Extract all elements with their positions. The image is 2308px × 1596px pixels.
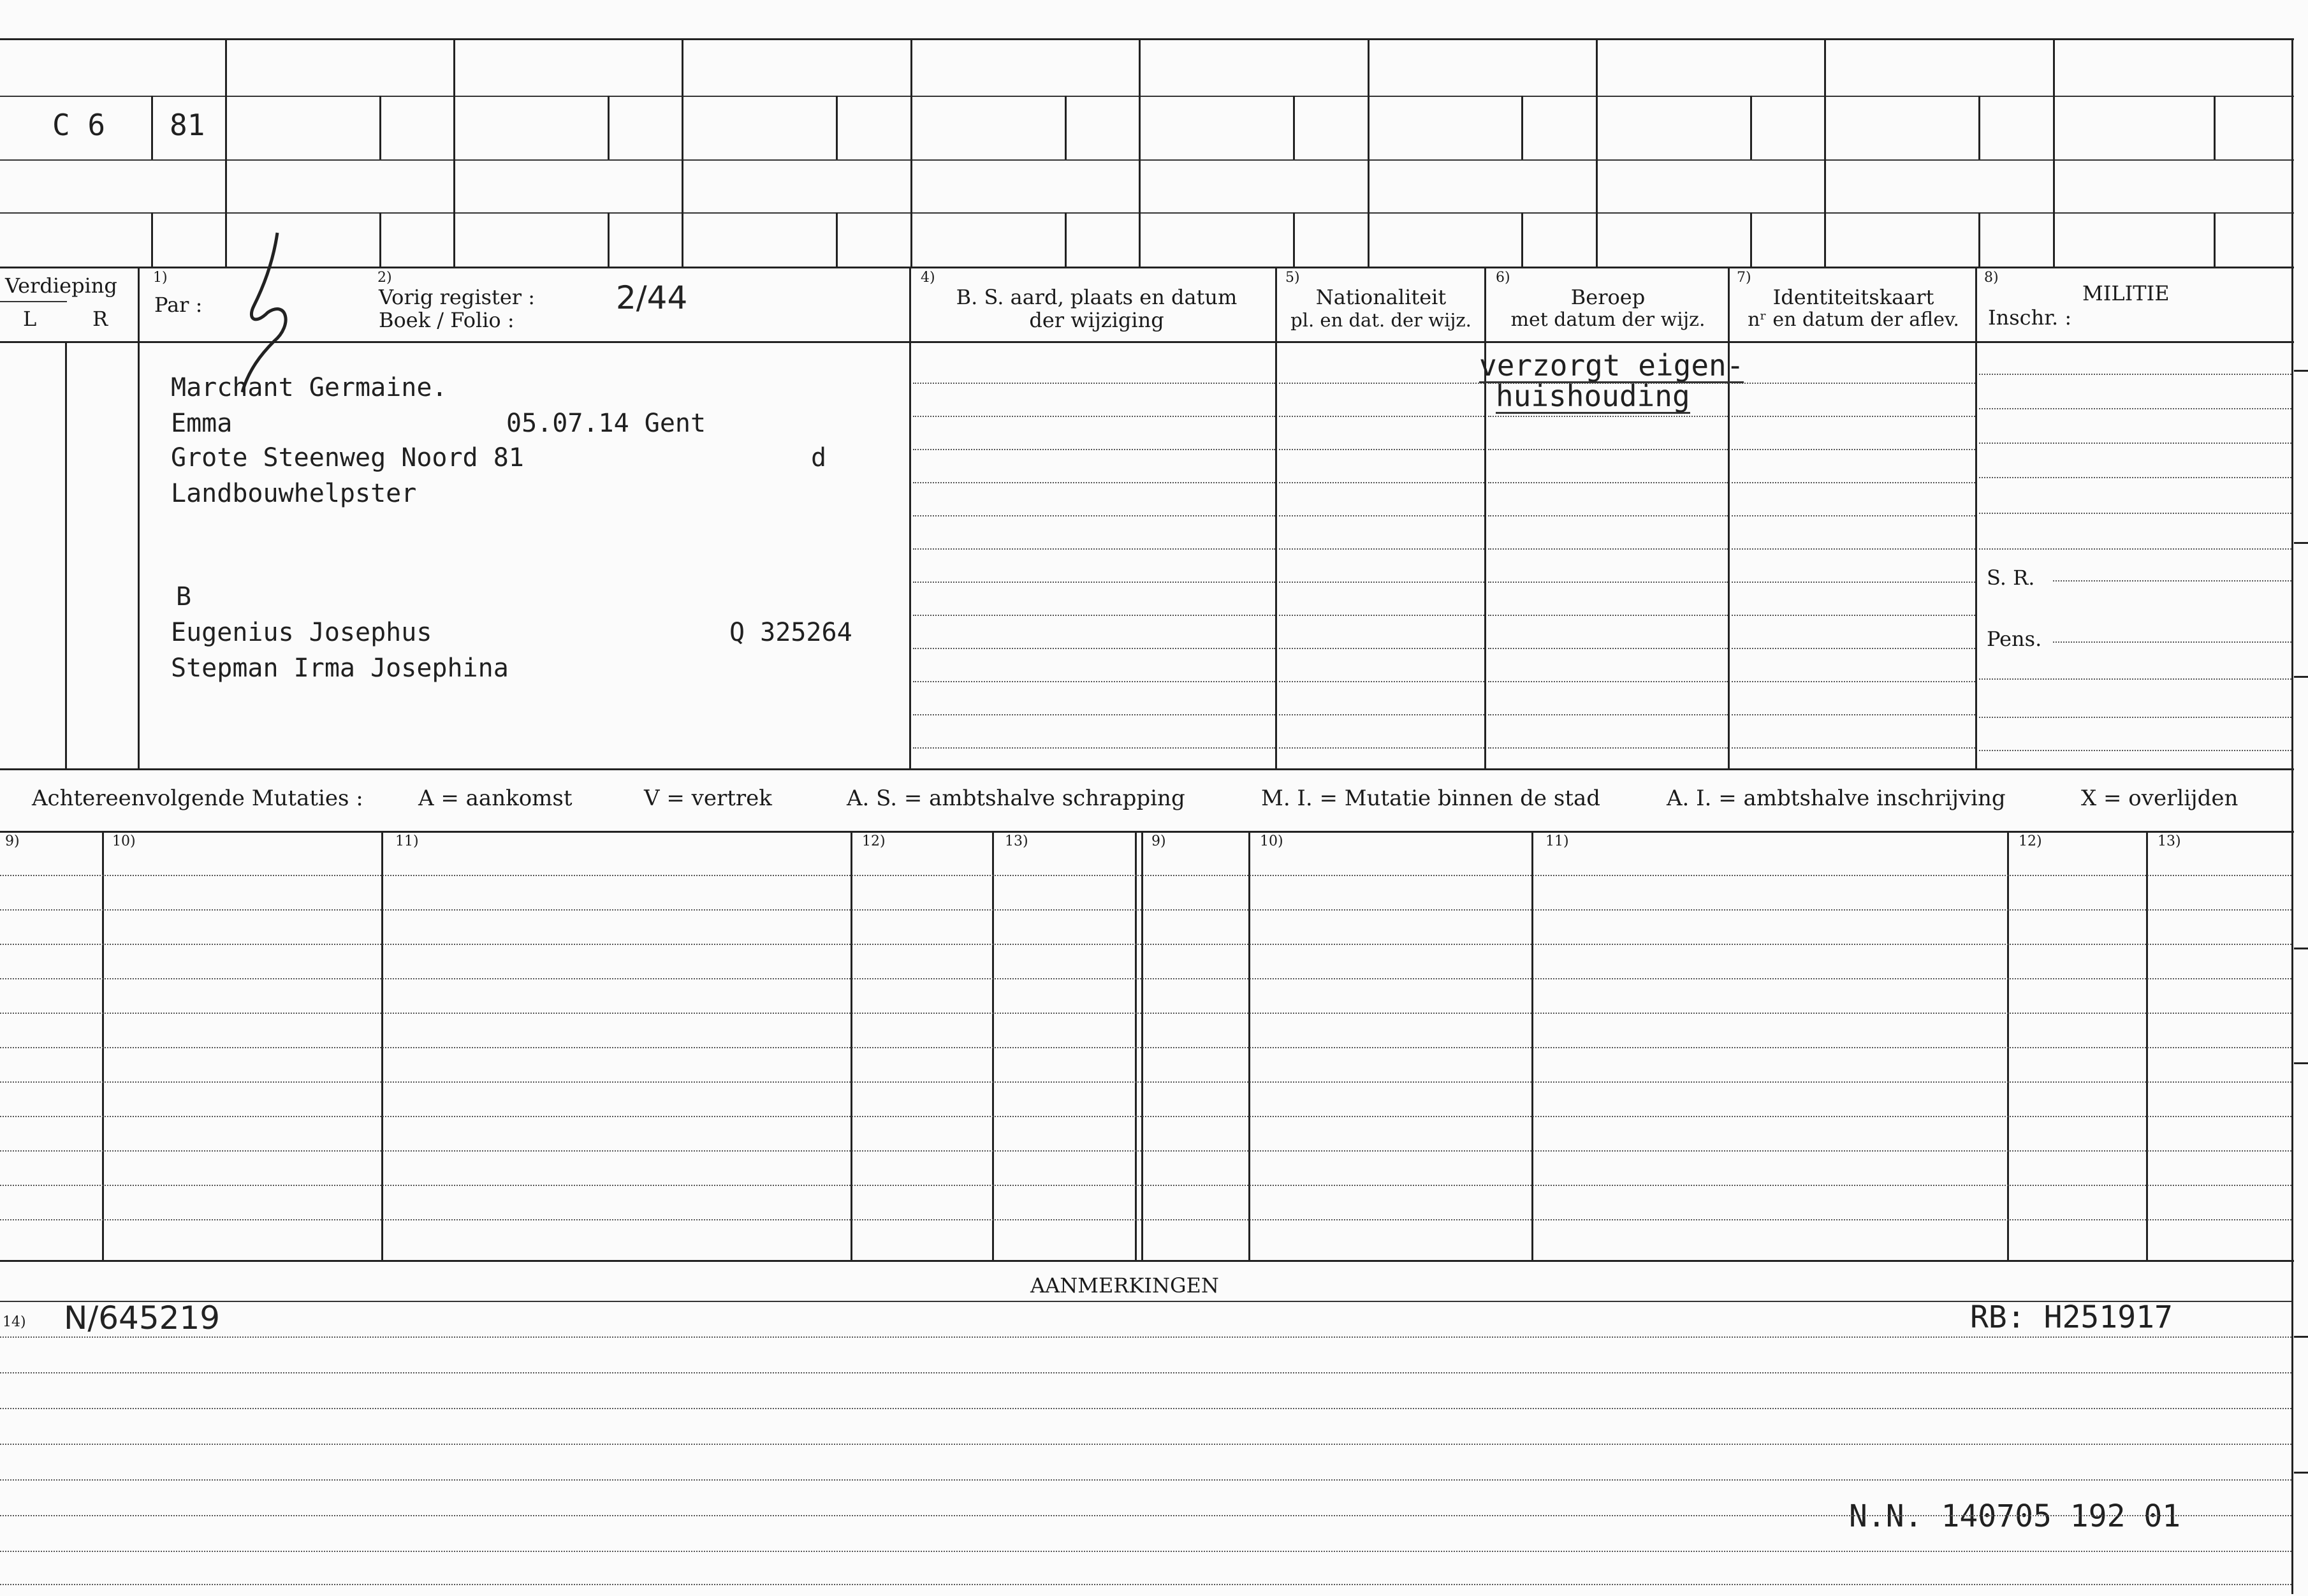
identiteitskaart-header bbox=[1732, 286, 1975, 332]
person-mark: d bbox=[811, 443, 827, 472]
beroep-line1: Beroep bbox=[1570, 285, 1646, 309]
mut-col-10b: 10) bbox=[1260, 833, 1283, 849]
identiteitskaart-line2: nʳ en datum der aflev. bbox=[1748, 309, 1959, 331]
remarks-rb-number: RB: H251917 bbox=[1970, 1299, 2173, 1335]
remarks-nn-number: N/645219 bbox=[64, 1299, 221, 1336]
beroep-entry-line1: verzorgt eigen- bbox=[1479, 348, 1744, 383]
legend-aankomst: A = aankomst bbox=[418, 786, 573, 811]
field-number-1: 1) bbox=[153, 270, 168, 286]
person-reference: Q 325264 bbox=[729, 618, 852, 647]
legend-title: Achtereenvolgende Mutaties : bbox=[32, 786, 363, 811]
legend-inschrijving: A. I. = ambtshalve inschrijving bbox=[1667, 786, 2006, 811]
mut-col-13b: 13) bbox=[2158, 833, 2181, 849]
left-label: L bbox=[23, 307, 37, 331]
person-name: Marchant Germaine. bbox=[171, 373, 448, 402]
mut-col-12b: 12) bbox=[2019, 833, 2042, 849]
person-birth: 05.07.14 Gent bbox=[506, 409, 706, 438]
field-number-8: 8) bbox=[1984, 270, 1999, 286]
mut-col-10: 10) bbox=[112, 833, 136, 849]
mut-col-11b: 11) bbox=[1545, 833, 1569, 849]
remarks-nnr-number: N.N. 140705 192 01 bbox=[1849, 1498, 2181, 1534]
inschr-label: Inschr. : bbox=[1988, 305, 2072, 330]
mut-col-12: 12) bbox=[862, 833, 886, 849]
person-b: B bbox=[176, 582, 192, 611]
bs-header-line2: der wijziging bbox=[1029, 308, 1164, 332]
legend-vertrek: V = vertrek bbox=[644, 786, 772, 811]
person-occupation: Landbouwhelpster bbox=[171, 479, 417, 508]
identiteitskaart-line1: Identiteitskaart bbox=[1772, 285, 1934, 309]
legend-schrapping: A. S. = ambtshalve schrapping bbox=[847, 786, 1185, 811]
legend-mutatie: M. I. = Mutatie binnen de stad bbox=[1261, 786, 1600, 811]
beroep-header bbox=[1488, 286, 1728, 332]
beroep-entry-line2: huishouding bbox=[1496, 379, 1690, 413]
remarks-title: AANMERKINGEN bbox=[1030, 1273, 1219, 1298]
vorig-register-value: 2/44 bbox=[616, 279, 688, 316]
mut-col-9b: 9) bbox=[1151, 833, 1166, 849]
nationaliteit-line2: pl. en dat. der wijz. bbox=[1290, 309, 1472, 331]
nationaliteit-line1: Nationaliteit bbox=[1315, 285, 1447, 309]
person-mother: Stepman Irma Josephina bbox=[171, 654, 509, 683]
person-father: Eugenius Josephus bbox=[171, 618, 432, 647]
right-label: R bbox=[92, 307, 108, 331]
beroep-line2: met datum der wijz. bbox=[1510, 309, 1705, 331]
mut-col-11: 11) bbox=[395, 833, 419, 849]
bs-header bbox=[918, 286, 1275, 332]
field-number-2: 2) bbox=[377, 270, 392, 286]
field-number-4: 4) bbox=[921, 270, 935, 286]
field-number-5: 5) bbox=[1285, 270, 1300, 286]
militie-label: MILITIE bbox=[2082, 281, 2170, 305]
vorig-register-label: Vorig register : bbox=[379, 285, 536, 309]
nationaliteit-header bbox=[1278, 286, 1484, 332]
top-number: 81 bbox=[170, 108, 205, 142]
top-code: C 6 bbox=[52, 108, 106, 142]
field-number-7: 7) bbox=[1737, 270, 1751, 286]
person-address: Grote Steenweg Noord 81 bbox=[171, 443, 524, 472]
signature-scribble bbox=[230, 230, 306, 395]
legend-overlijden: X = overlijden bbox=[2081, 786, 2239, 811]
mut-col-13: 13) bbox=[1005, 833, 1028, 849]
pens-label: Pens. bbox=[1987, 627, 2042, 651]
field-number-6: 6) bbox=[1496, 270, 1510, 286]
verdieping-label: Verdieping bbox=[5, 274, 117, 298]
sr-label: S. R. bbox=[1987, 566, 2035, 590]
par-label: Par : bbox=[154, 293, 203, 317]
person-given-name: Emma bbox=[171, 409, 233, 438]
mut-col-9: 9) bbox=[5, 833, 20, 849]
bs-header-line1: B. S. aard, plaats en datum bbox=[956, 285, 1238, 309]
remarks-number-14: 14) bbox=[3, 1314, 26, 1330]
boek-folio-label: Boek / Folio : bbox=[379, 308, 515, 332]
